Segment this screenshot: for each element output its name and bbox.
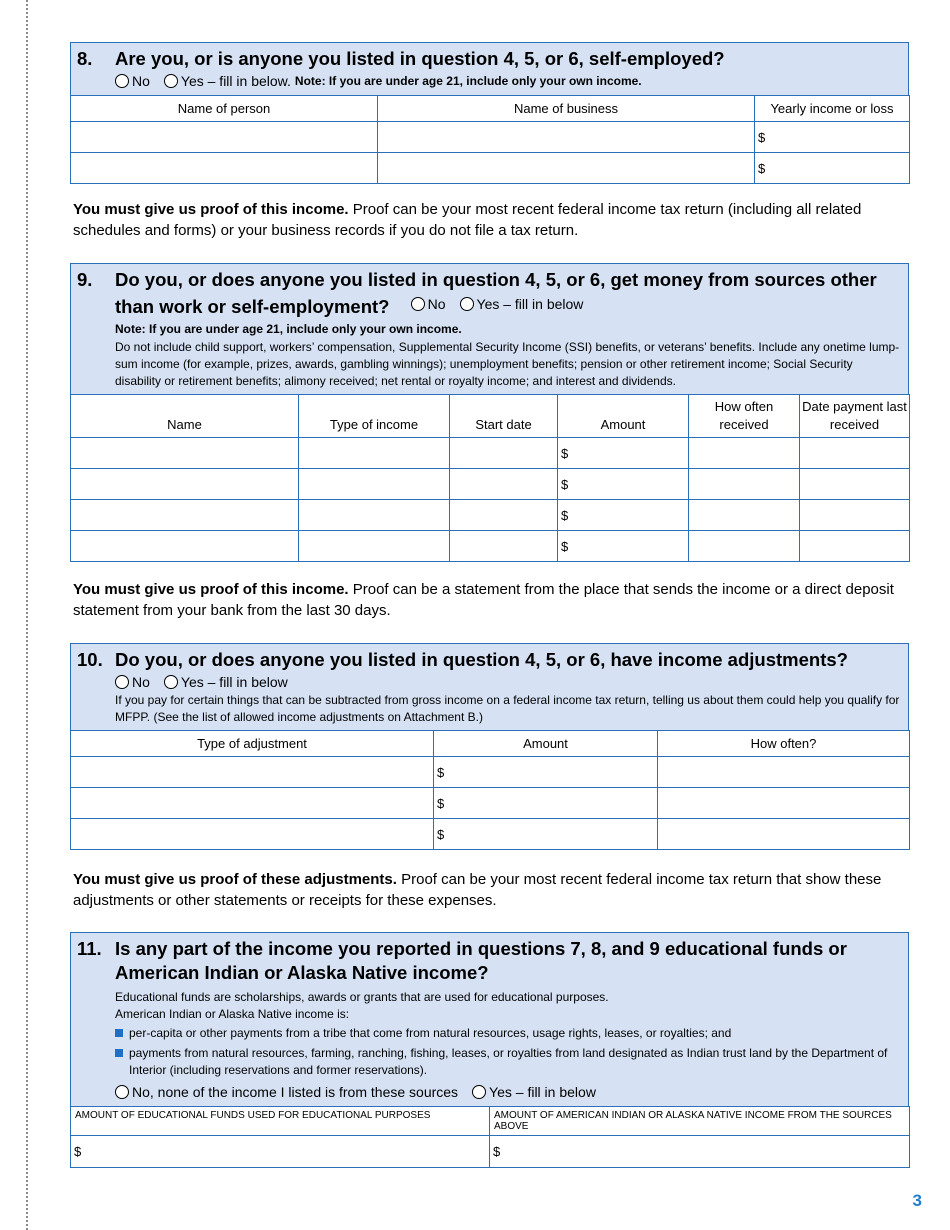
amount-field[interactable]: $ [434, 757, 658, 788]
col-header: Name of business [378, 96, 755, 122]
radio-icon [164, 74, 178, 88]
date-last-received-field[interactable] [800, 531, 910, 562]
question-10-header [70, 643, 909, 730]
q8-no-radio[interactable]: No [115, 71, 150, 91]
name-field[interactable] [71, 531, 299, 562]
yearly-income-field[interactable]: $ [755, 122, 910, 153]
how-often-field[interactable] [658, 757, 910, 788]
q9-yes-radio[interactable]: Yes – fill in below [460, 292, 584, 316]
name-of-person-field[interactable] [71, 153, 378, 184]
table-row [71, 757, 910, 788]
col-header: AMOUNT OF AMERICAN INDIAN OR ALASKA NATIVE INCOME FROM THE SOURCES ABOVE [490, 1107, 910, 1136]
col-header: Name of person [71, 96, 378, 122]
q8-yes-radio[interactable]: Yes – fill in below. [164, 71, 291, 91]
col-header: Amount [434, 731, 658, 757]
col-header: Type of adjustment [71, 731, 434, 757]
table-row [71, 469, 910, 500]
question-11-header [70, 932, 909, 1106]
start-date-field[interactable] [450, 500, 558, 531]
q11-yes-radio[interactable]: Yes – fill in below [472, 1082, 596, 1102]
col-header: Name [71, 395, 299, 438]
name-field[interactable] [71, 500, 299, 531]
question-9-header [70, 263, 909, 394]
table-row [71, 531, 910, 562]
amount-field[interactable]: $ [434, 819, 658, 850]
question-11 [70, 932, 909, 1168]
type-of-income-field[interactable] [299, 531, 450, 562]
question-10 [70, 643, 909, 850]
q10-yes-radio[interactable]: Yes – fill in below [164, 672, 288, 692]
radio-icon [460, 297, 474, 311]
question-number: 10. [77, 649, 103, 670]
question-number: 11. [77, 938, 102, 959]
col-header: Date payment last received [800, 395, 910, 438]
q8-note: Note: If you are under age 21, include only your own income. [294, 74, 642, 88]
amount-field[interactable]: $ [558, 469, 689, 500]
q10-description: If you pay for certain things that can be subtracted from gross income on a federal income tax return, telling us about them could help you qualify for MFPP. (See the list of allowed income adjustments on Attachment B.) [115, 693, 900, 724]
name-of-business-field[interactable] [378, 122, 755, 153]
list-item: payments from natural resources, farming, ranching, fishing, leases, or royalties from land designated as Indian trust land by the Department of Interior (including reservations and former reservations). [115, 1045, 900, 1079]
yearly-income-field[interactable]: $ [755, 153, 910, 184]
question-title: Do you, or does anyone you listed in question 4, 5, or 6, have income adjustments? [115, 649, 848, 670]
page-number: 3 [912, 1191, 922, 1210]
q10-table [70, 730, 910, 850]
how-often-field[interactable] [689, 438, 800, 469]
question-title: Are you, or is anyone you listed in question 4, 5, or 6, self-employed? [115, 48, 725, 69]
q11-line2: American Indian or Alaska Native income is: [115, 1007, 350, 1021]
start-date-field[interactable] [450, 469, 558, 500]
question-8-header [70, 42, 909, 95]
date-last-received-field[interactable] [800, 469, 910, 500]
q11-line1: Educational funds are scholarships, awards or grants that are used for educational purposes. [115, 990, 609, 1004]
type-of-adjustment-field[interactable] [71, 819, 434, 850]
table-row [71, 500, 910, 531]
table-row [71, 1136, 910, 1168]
list-item: per-capita or other payments from a tribe that come from natural resources, usage rights, leases, or royalties; and [115, 1025, 900, 1042]
type-of-income-field[interactable] [299, 438, 450, 469]
question-title: Do you, or does anyone you listed in question 4, 5, or 6, get money from sources other than work or self-employment? No Yes – fill in below [115, 269, 877, 317]
q11-table [70, 1106, 910, 1168]
name-of-person-field[interactable] [71, 122, 378, 153]
start-date-field[interactable] [450, 531, 558, 562]
date-last-received-field[interactable] [800, 500, 910, 531]
table-row [71, 122, 910, 153]
bullet-icon [115, 1029, 123, 1037]
table-row [71, 438, 910, 469]
q9-note: Note: If you are under age 21, include only your own income. [115, 322, 462, 336]
table-row [71, 788, 910, 819]
amount-field[interactable]: $ [558, 531, 689, 562]
how-often-field[interactable] [689, 500, 800, 531]
radio-icon [115, 74, 129, 88]
col-header: Type of income [299, 395, 450, 438]
radio-icon [115, 1085, 129, 1099]
col-header: Yearly income or loss [755, 96, 910, 122]
q9-no-radio[interactable]: No [411, 292, 446, 316]
native-income-amount-field[interactable]: $ [490, 1136, 910, 1168]
how-often-field[interactable] [658, 788, 910, 819]
radio-icon [472, 1085, 486, 1099]
question-number: 9. [77, 269, 93, 290]
start-date-field[interactable] [450, 438, 558, 469]
q10-proof-text: You must give us proof of these adjustments. Proof can be your most recent federal income tax return that show these adjustments or other statements or receipts for these expenses. [73, 871, 882, 909]
radio-icon [411, 297, 425, 311]
question-number: 8. [77, 48, 93, 69]
educational-funds-amount-field[interactable]: $ [71, 1136, 490, 1168]
q8-proof-text: You must give us proof of this income. Proof can be your most recent federal income tax return (including all related schedules and forms) or your business records if you do not file a tax return. [73, 201, 862, 239]
table-row [71, 819, 910, 850]
q9-description: Do not include child support, workers’ compensation, Supplemental Security Income (SSI) benefits, or veterans’ benefits. Include any onetime lump-sum income (for example, prizes, awards, gambling winnings); unemployment benefits; pension or other retirement income; Social Security disability or retirement benefits; alimony received; net rental or royalty income; and interest and dividends. [115, 340, 900, 388]
amount-field[interactable]: $ [558, 500, 689, 531]
amount-field[interactable]: $ [434, 788, 658, 819]
question-8 [70, 42, 909, 184]
name-field[interactable] [71, 469, 299, 500]
q9-table [70, 394, 910, 562]
table-row [71, 153, 910, 184]
radio-icon [115, 675, 129, 689]
type-of-adjustment-field[interactable] [71, 788, 434, 819]
perforation-line [26, 0, 28, 1230]
amount-field[interactable]: $ [558, 438, 689, 469]
q8-table [70, 95, 910, 184]
type-of-adjustment-field[interactable] [71, 757, 434, 788]
q9-proof-text: You must give us proof of this income. Proof can be a statement from the place that sends the income or a direct deposit statement from your bank from the last 30 days. [73, 581, 894, 619]
q10-no-radio[interactable]: No [115, 672, 150, 692]
col-header: How often received [689, 395, 800, 438]
date-last-received-field[interactable] [800, 438, 910, 469]
how-often-field[interactable] [689, 469, 800, 500]
col-header: Amount [558, 395, 689, 438]
type-of-income-field[interactable] [299, 469, 450, 500]
col-header: How often? [658, 731, 910, 757]
type-of-income-field[interactable] [299, 500, 450, 531]
col-header: Start date [450, 395, 558, 438]
q11-no-radio[interactable]: No, none of the income I listed is from these sources [115, 1082, 458, 1102]
question-title: Is any part of the income you reported in questions 7, 8, and 9 educational funds or American Indian or Alaska Native income? [115, 938, 847, 983]
name-field[interactable] [71, 438, 299, 469]
how-often-field[interactable] [689, 531, 800, 562]
radio-icon [164, 675, 178, 689]
how-often-field[interactable] [658, 819, 910, 850]
col-header: AMOUNT OF EDUCATIONAL FUNDS USED FOR EDUCATIONAL PURPOSES [71, 1107, 490, 1136]
question-9 [70, 263, 909, 562]
name-of-business-field[interactable] [378, 153, 755, 184]
bullet-icon [115, 1049, 123, 1057]
